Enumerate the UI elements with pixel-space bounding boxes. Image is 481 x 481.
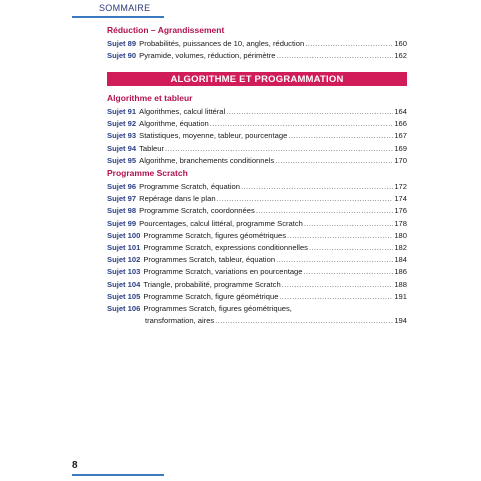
header-rule <box>72 16 164 18</box>
toc-entry-continuation[interactable] <box>107 315 407 327</box>
entry-page: 176 <box>394 206 407 216</box>
entry-page: 169 <box>394 143 407 153</box>
leader-dots <box>276 254 393 266</box>
entry-number: Sujet 92 <box>107 119 137 129</box>
entry-page: 172 <box>394 182 407 191</box>
section-reduction <box>107 25 407 62</box>
leader-dots <box>304 266 394 278</box>
entry-number: Sujet 106 <box>107 304 141 314</box>
entry-title: Pyramide, volumes, réduction, périmètre <box>139 51 276 61</box>
leader-dots <box>275 155 393 167</box>
toc-entry[interactable] <box>107 291 407 303</box>
entry-page: 180 <box>394 230 407 240</box>
entry-title: Algorithmes, calcul littéral <box>139 107 226 116</box>
entry-number: Sujet 101 <box>107 243 141 253</box>
leader-dots <box>287 230 393 242</box>
toc-entry[interactable] <box>107 254 407 266</box>
leader-dots <box>288 130 393 142</box>
entry-page: 160 <box>394 39 407 48</box>
leader-dots <box>309 242 393 254</box>
entry-number: Sujet 93 <box>107 131 137 141</box>
entry-page: 164 <box>394 107 407 116</box>
leader-dots <box>165 143 393 155</box>
entry-page: 178 <box>394 218 407 228</box>
entry-number: Sujet 102 <box>107 255 141 265</box>
leader-dots <box>226 106 393 118</box>
entry-title: Programmes Scratch, tableur, équation <box>143 255 276 265</box>
entry-page: 170 <box>394 155 407 165</box>
entry-number: Sujet 97 <box>107 194 137 204</box>
toc-entry[interactable] <box>107 106 407 118</box>
section-heading: Programme Scratch <box>107 168 188 178</box>
section-algorithme-tableur <box>107 93 407 167</box>
entry-title: Statistiques, moyenne, tableur, pourcentage <box>139 131 288 141</box>
toc-entry[interactable] <box>107 230 407 242</box>
leader-dots <box>304 218 393 230</box>
leader-dots <box>256 205 394 217</box>
entry-title-continued: transformation, aires <box>145 316 215 326</box>
entry-number: Sujet 91 <box>107 107 137 116</box>
entry-title: Pourcentages, calcul littéral, programme Scratch <box>139 218 303 228</box>
toc-entry-first-line[interactable] <box>107 303 407 315</box>
entry-number: Sujet 89 <box>107 39 137 48</box>
entry-title: Programme Scratch, expressions conditionnelles <box>143 243 308 253</box>
leader-dots <box>215 315 393 327</box>
entry-number: Sujet 99 <box>107 218 137 228</box>
entry-number: Sujet 104 <box>107 279 141 289</box>
entry-title: Repérage dans le plan <box>139 194 216 204</box>
entry-title: Programme Scratch, équation <box>139 182 241 191</box>
entry-page: 194 <box>394 316 407 326</box>
toc-entry[interactable] <box>107 193 407 205</box>
entry-number: Sujet 90 <box>107 51 137 61</box>
toc-entry[interactable] <box>107 38 407 50</box>
entry-page: 166 <box>394 119 407 129</box>
entry-page: 182 <box>394 243 407 253</box>
entry-page: 184 <box>394 255 407 265</box>
entry-number: Sujet 98 <box>107 206 137 216</box>
leader-dots <box>305 38 393 50</box>
entry-title: Programme Scratch, coordonnées <box>139 206 255 216</box>
leader-dots <box>282 279 394 291</box>
toc-entry[interactable] <box>107 242 407 254</box>
toc-entry[interactable] <box>107 181 407 193</box>
entry-title: Triangle, probabilité, programme Scratch <box>143 279 281 289</box>
leader-dots <box>210 118 394 130</box>
entry-number: Sujet 95 <box>107 155 137 165</box>
toc-entry[interactable] <box>107 50 407 62</box>
entry-title: Algorithme, équation <box>139 119 209 129</box>
leader-dots <box>279 291 393 303</box>
entry-title: Programme Scratch, figures géométriques <box>143 230 287 240</box>
section-heading: Réduction – Agrandissement <box>107 25 225 35</box>
section-heading: Algorithme et tableur <box>107 93 193 103</box>
leader-dots <box>241 181 393 193</box>
chapter-banner: ALGORITHME ET PROGRAMMATION <box>107 72 407 86</box>
toc-entry[interactable] <box>107 130 407 142</box>
section-programme-scratch <box>107 168 407 327</box>
footer-rule <box>72 474 164 476</box>
entry-title: Programme Scratch, figure géométrique <box>143 291 279 301</box>
entry-title: Programme Scratch, variations en pourcentage <box>143 267 303 277</box>
leader-dots <box>276 50 393 62</box>
entry-title: Algorithme, branchements conditionnels <box>139 155 275 165</box>
toc-entry[interactable] <box>107 118 407 130</box>
leader-dots <box>217 193 394 205</box>
entry-number: Sujet 100 <box>107 230 141 240</box>
header-title: SOMMAIRE <box>99 3 151 13</box>
entry-page: 188 <box>394 279 407 289</box>
entry-page: 162 <box>394 51 407 61</box>
entry-page: 174 <box>394 194 407 204</box>
toc-entry[interactable] <box>107 266 407 278</box>
toc-entry[interactable] <box>107 205 407 217</box>
toc-entry[interactable] <box>107 143 407 155</box>
entry-number: Sujet 96 <box>107 182 137 191</box>
entry-page: 186 <box>394 267 407 277</box>
entry-page: 167 <box>394 131 407 141</box>
entry-number: Sujet 103 <box>107 267 141 277</box>
entry-title: Probabilités, puissances de 10, angles, réduction <box>139 39 305 48</box>
toc-entry[interactable] <box>107 218 407 230</box>
entry-title: Programmes Scratch, figures géométriques, <box>143 304 292 314</box>
entry-number: Sujet 94 <box>107 143 137 153</box>
toc-entry[interactable] <box>107 279 407 291</box>
page-number: 8 <box>72 460 78 471</box>
entry-page: 191 <box>394 291 407 301</box>
entry-number: Sujet 105 <box>107 291 141 301</box>
entry-title: Tableur <box>139 143 165 153</box>
toc-entry[interactable] <box>107 155 407 167</box>
